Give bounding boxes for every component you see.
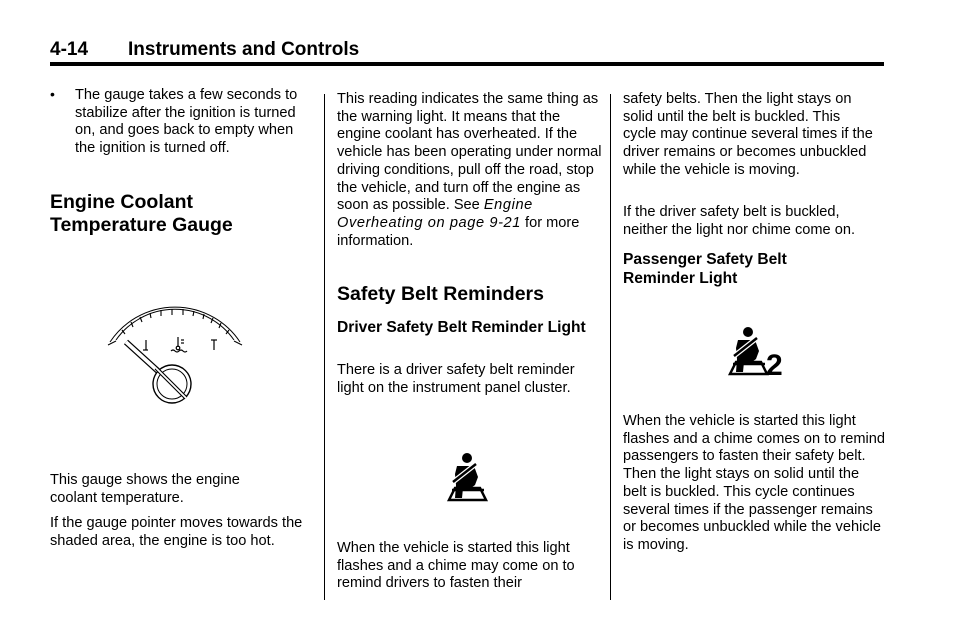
driver-belt-chime-paragraph: When the vehicle is started this light flashes and a chime may come on to remind drivers to fasten their <box>337 540 575 592</box>
engine-coolant-heading <box>50 191 310 237</box>
heading-line: Engine Coolant <box>50 191 193 213</box>
bullet-text: The gauge takes a few seconds to stabilize after the ignition is turned on, and goes back to empty when the ignition is turned off. <box>75 87 298 157</box>
passenger-belt-subheading: Passenger Safety Belt Reminder Light <box>623 251 787 287</box>
coolant-temperature-gauge-icon <box>100 304 250 414</box>
section-title: Instruments and Controls <box>128 39 360 60</box>
overheat-paragraph <box>337 91 605 250</box>
passenger-icon-number: 2 <box>766 349 783 382</box>
engine-overheating-link[interactable]: Engine Overheating on page 9-21 <box>337 197 533 231</box>
column-divider-2 <box>610 94 611 600</box>
overheat-text: This reading indicates the same thing as the warning light. It means that the engine coolant has overheated. If the vehicle has been operating under normal driving conditions, pull off the road, stop the vehicle, and turn off the engine as soon as possible. See <box>337 91 602 214</box>
driver-belt-subheading: Driver Safety Belt Reminder Light <box>337 319 586 336</box>
gauge-warning-text: If the gauge pointer moves towards the shaded area, the engine is too hot. <box>50 515 303 549</box>
heading-line: Temperature Gauge <box>50 214 233 236</box>
driver-belt-cycle-paragraph: safety belts. Then the light stays on solid until the belt is buckled. This cycle may continue several times if the driver remains or becomes unbuckled while the vehicle is moving. <box>623 91 873 178</box>
passenger-belt-paragraph: When the vehicle is started this light flashes and a chime comes on to remind passengers to fasten their safety belt. Then the light stays on solid until the belt is buckled. This cycle continues several times if the passenger remains or becomes unbuckled while the vehicle is moving. <box>623 413 886 553</box>
page-header <box>50 39 884 63</box>
driver-belt-buckled-paragraph: If the driver safety belt is buckled, neither the light nor chime come on. <box>623 204 856 238</box>
passenger-seatbelt-reminder-icon <box>726 326 790 382</box>
header-rule <box>50 62 884 66</box>
page-number: 4-14 <box>50 39 89 60</box>
driver-seatbelt-reminder-icon <box>444 452 494 504</box>
bullet-marker: • <box>50 86 55 102</box>
column-divider-1 <box>324 94 325 600</box>
overheat-text-end: for more information. <box>337 214 580 249</box>
safety-belt-reminders-heading: Safety Belt Reminders <box>337 283 544 305</box>
driver-belt-paragraph: There is a driver safety belt reminder light on the instrument panel cluster. <box>337 362 575 396</box>
gauge-description: This gauge shows the engine coolant temperature. <box>50 472 240 506</box>
